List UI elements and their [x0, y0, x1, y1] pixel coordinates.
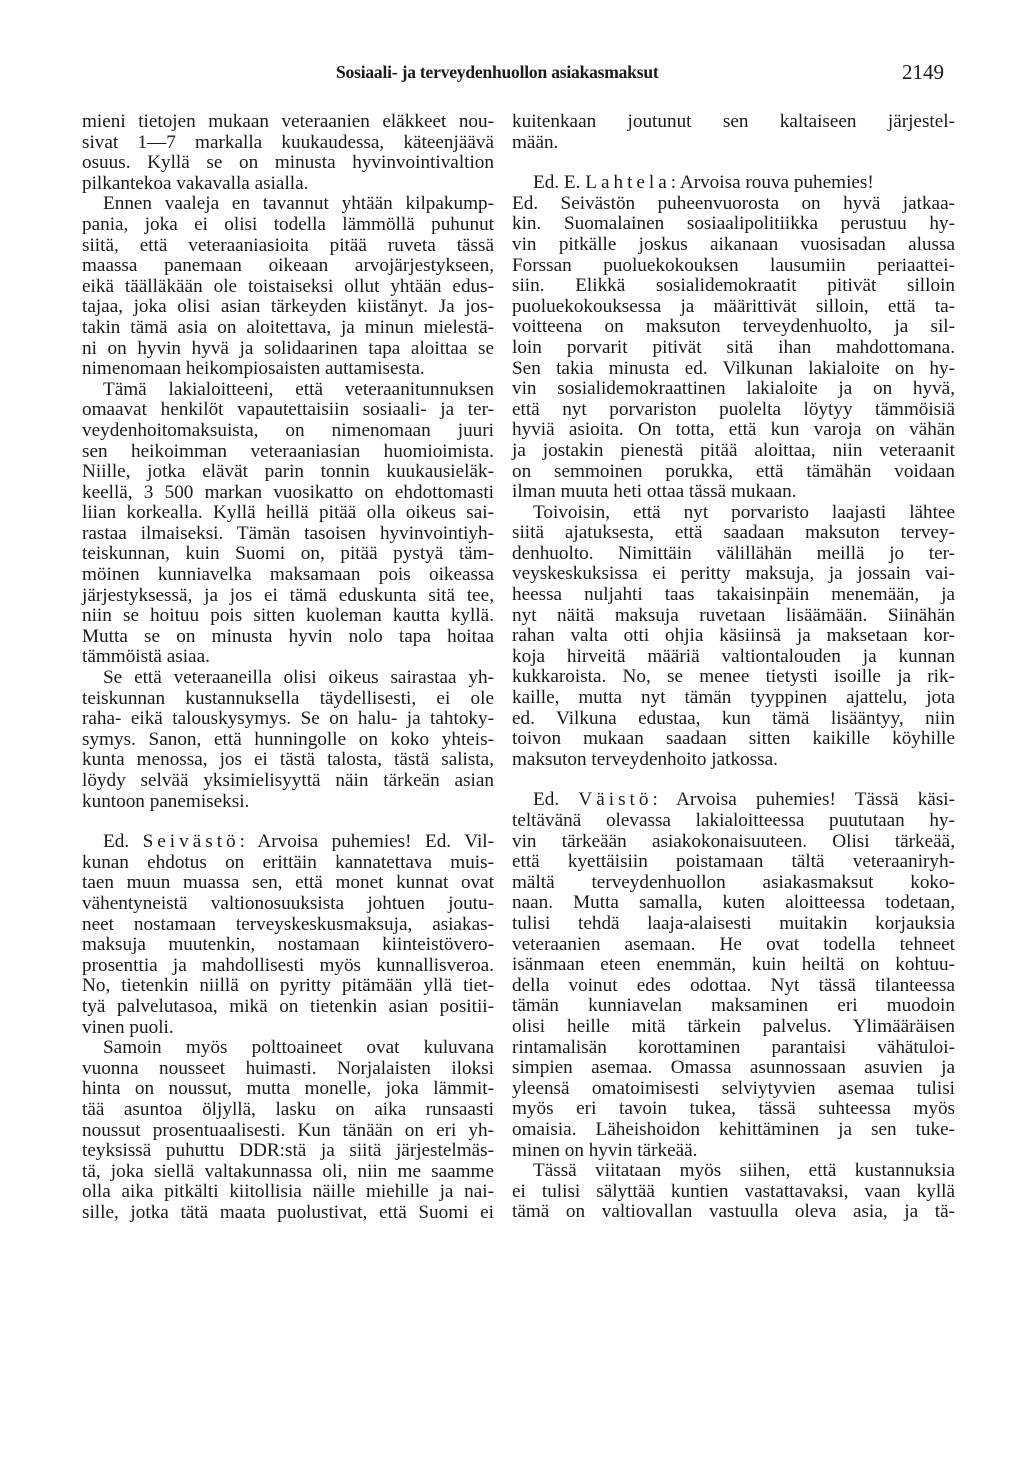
text-line: hyviä asioita. On totta, että kun varoja on vähän — [512, 419, 955, 441]
text-line: rahan valta otti ohjia käsiinsä ja maksetaan kor- — [512, 625, 955, 647]
text-line: voitteena on maksuton terveydenhuolto, ja sil- — [512, 316, 955, 338]
text-line: myös eri tavoin tukea, tässä suhteessa myös — [512, 1098, 955, 1120]
text-line: omaisia. Läheishoidon kehittäminen ja sen tuke- — [512, 1118, 955, 1140]
text-line: teiskunnan kustannuksella täydellisesti, ei ole — [82, 687, 494, 709]
text-line: sen heikoimman veteraaniasian huomioimista. — [82, 440, 494, 462]
text-line: että kyettäisiin poistamaan tältä veteraaniryh- — [512, 851, 955, 873]
text-line: Tämä lakialoitteeni, että veteraanitunnuksen — [103, 378, 494, 400]
text-line: ja jostakin pienestä pitää aloittaa, niin veteraanit — [512, 439, 955, 461]
text-line: kaille, mutta nyt tämän tyyppinen ajattelu, jota — [512, 687, 955, 709]
text-line: liian korkealla. Kyllä heillä pitää olla oikeus sai- — [82, 502, 494, 524]
text-line: rintamalisän korottaminen parantaisi vähätuloi- — [512, 1036, 955, 1058]
text-line: osuus. Kyllä se on minusta hyvinvointivaltion — [82, 152, 494, 174]
text-line: koja hirveitä määriä valtiontalouden ja kunnan — [512, 645, 955, 667]
text-line: siin. Elikkä sosialidemokraatit pitivät silloin — [512, 275, 955, 297]
text-line: on semmoinen porukka, että tämähän voidaan — [512, 460, 955, 482]
text-line: naan. Mutta samalla, kuten aloitteessa todetaan, — [512, 892, 955, 914]
text-line: veteraanien asemaan. He ovat todella tehneet — [512, 933, 955, 955]
text-line: tyä palvelutasoa, mikä on tietenkin asian positii- — [82, 995, 494, 1017]
text-line: kunan ehdotus on erittäin kannatettava muis- — [82, 851, 494, 873]
text-line: mään. — [512, 131, 559, 153]
speaker-name: Väistö — [578, 789, 653, 811]
text-line: kuntoon panemiseksi. — [82, 790, 250, 812]
text-line: hinta on noussut, mutta monelle, joka lämmit- — [82, 1078, 494, 1100]
text-line: isänmaan eteen enemmän, kuin heiltä on kohtuu- — [512, 954, 955, 976]
text-line: teyksissä puhuttu DDR:stä ja siitä järjestelmäs- — [82, 1140, 494, 1162]
text-line: tajaa, joka olisi asian tärkeyden kiistänyt. Ja jos- — [82, 296, 494, 318]
text-line: tämmöistä asiaa. — [82, 646, 210, 668]
text-line: tä, joka siellä valtakunnassa oli, niin me saamme — [82, 1160, 494, 1182]
text-line: noussut prosentuaalisesti. Kun tänään on eri yh- — [82, 1119, 494, 1141]
text-line: möinen kunniavelka maksamaan pois oikeassa — [82, 564, 494, 586]
text-line: ni on hyvin hyvä ja solidaarinen tapa aloittaa se — [82, 337, 494, 359]
text-line: vin sosialidemokraattinen lakialoite ja on hyvä, — [512, 378, 955, 400]
text-line: nimenomaan heikompiosaisten auttamisesta. — [82, 358, 425, 380]
text-line: heessa nuljahti taas takaisinpäin menemään, ja — [512, 584, 955, 606]
text-line: keellä, 3 500 markan vuosikatto on ehdottomasti — [82, 481, 494, 503]
text-line: olla aika pitkälti kiitollisia näille miehille ja nai- — [82, 1181, 494, 1203]
text-line: No, tietenkin niillä on pyritty pitämään yllä tiet- — [82, 975, 494, 997]
text-line: Se että veteraaneilla olisi oikeus sairastaa yh- — [103, 667, 494, 689]
text-line: sille, jotka tätä maata puolustivat, että Suomi ei — [82, 1201, 494, 1223]
text-line: että nyt porvariston puolelta löytyy tämmöisiä — [512, 398, 955, 420]
text-line: raha- eikä talouskysymys. Se on halu- ja tahtoky- — [82, 708, 494, 730]
text-line: vinen puoli. — [82, 1016, 174, 1038]
text-line: Ed. Seivästön puheenvuorosta on hyvä jatkaa- — [512, 192, 955, 214]
text-line: kuitenkaan joutunut sen kaltaiseen järjestel- — [512, 111, 955, 132]
text-line: omaavat henkilöt vapautettaisiin sosiaali- ja ter- — [82, 399, 494, 421]
text-line: puoluekokouksessa ja määrittivät silloin, että ta- — [512, 295, 955, 317]
text-line: della voinut edes odottaa. Nyt tässä tilanteessa — [512, 974, 955, 996]
text-line: löydy selvää yksimielisyyttä näin tärkeän asian — [82, 770, 494, 791]
text-line: kukkaroista. No, se menee tietysti isoille ja rik- — [512, 666, 955, 688]
text-line: Niille, jotka elävät parin tonnin kuukausieläk- — [82, 461, 494, 483]
text-line: Sen takia minusta ed. Vilkunan lakialoite on hy- — [512, 357, 955, 379]
paragraph-gap — [512, 770, 955, 790]
text-line: tulisi tehdä laaja-alaisesti muitakin korjauksia — [512, 912, 955, 934]
text-line: Samoin myös polttoaineet ovat kuluvana — [103, 1037, 494, 1059]
text-line: minen on hyvin tärkeää. — [512, 1139, 698, 1161]
speaker-name: Seivästö — [142, 831, 240, 853]
text-line: ilman muuta heti ottaa tässä mukaan. — [512, 481, 797, 503]
text-line: takin tämä asia on aloitettava, ja minun mielestä- — [82, 316, 494, 338]
left-column — [82, 112, 494, 1223]
text-line: vin tärkeään asiakokonaisuuteen. Olisi tärkeää, — [512, 830, 955, 852]
text-line: veydenhoitomaksuista, on nimenomaan juuri — [82, 419, 494, 441]
text-line: nyt näitä maksuja ruvetaan lisäämään. Siinähän — [512, 604, 955, 626]
paragraph-gap — [82, 812, 494, 832]
text-line: eikä täälläkään ole toistaiseksi ollut yhtään edus- — [82, 275, 494, 297]
text-line: prosenttia ja mahdollisesti myös kunnallisveroa. — [82, 954, 494, 976]
text-line: vuonna nousseet huimasti. Norjalaisten iloksi — [82, 1057, 494, 1079]
text-line: tämä on valtiovallan vastuulla oleva asia, ja tä- — [512, 1201, 955, 1223]
text-line: ei tulisi sälyttää kuntien vastattavaksi, vaan kyllä — [512, 1180, 955, 1202]
text-line: toivon mukaan saadaan sitten kaikille köyhille — [512, 728, 955, 750]
text-line: veyskeskuksissa ei peritty maksuja, ja jossain vai- — [512, 563, 955, 585]
text-line: pania, joka ei olisi todella lämmöllä puhunut — [82, 213, 494, 235]
text-line: järjestyksessä, ja jos ei tämä eduskunta sitä tee, — [82, 584, 494, 606]
text-line: Tässä viitataan myös siihen, että kustannuksia — [533, 1160, 955, 1182]
text-line: mieni tietojen mukaan veteraanien eläkkeet nou- — [82, 111, 494, 132]
text-line: maassa panemaan oikeaan arvojärjestykseen, — [82, 255, 494, 277]
text-line: taen muun muassa sen, että monet kunnat ovat — [82, 872, 494, 894]
text-line: Ed. Väistö: Arvoisa puhemies! Tässä käsi- — [533, 789, 955, 811]
text-line: tämän kunniavelan maksaminen eri muodoin — [512, 995, 955, 1017]
text-line: Ed. Seivästö: Arvoisa puhemies! Ed. Vil- — [103, 831, 494, 853]
text-line: symys. Sanon, että hunningolle on koko yhteis- — [82, 728, 494, 750]
text-line: Ennen vaaleja en tavannut yhtään kilpakump- — [103, 193, 494, 215]
text-line: Ed. E. Lahtela: Arvoisa rouva puhemies! — [533, 172, 874, 194]
text-line: Toivoisin, että nyt porvaristo laajasti lähtee — [533, 501, 955, 523]
text-line: vähentyneistä valtionosuuksista johtuen joutu- — [82, 892, 494, 914]
text-line: maksuja muutenkin, nostamaan kiinteistövero- — [82, 934, 494, 956]
text-line: siitä, että veteraaniasioita pitää ruveta tässä — [82, 234, 494, 256]
speaker-name: Lahtela — [585, 172, 671, 194]
text-line: vin pitkälle joskus aikanaan vuosisadan alussa — [512, 233, 955, 255]
text-line: mältä terveydenhuollon asiakasmaksut koko- — [512, 871, 955, 893]
text-line: pilkantekoa vakavalla asialla. — [82, 172, 309, 194]
paragraph-gap — [512, 153, 955, 173]
text-line: teiskunnan, kuin Suomi on, pitää pystyä täm- — [82, 543, 494, 565]
right-column — [512, 112, 955, 1223]
text-line: sivat 1—7 markalla kuukaudessa, käteenjäävä — [82, 131, 494, 153]
text-line: yleensä omatoimisesti selviytyvien asemaa tulisi — [512, 1077, 955, 1099]
text-line: Mutta se on minusta hyvin nolo tapa hoitaa — [82, 625, 494, 647]
text-line: Forssan puoluekokouksen lausumiin periaattei- — [512, 254, 955, 276]
text-line: teltävänä olevassa lakialoitteessa puututaan hy- — [512, 810, 955, 831]
text-line: rastaa ilmaiseksi. Tämän tasoisen hyvinvointiyh- — [82, 522, 494, 544]
text-line: simpien asemaa. Omassa asunnossaan asuvien ja — [512, 1057, 955, 1079]
text-line: niin se hoituu pois sitten kuoleman kautta kyllä. — [82, 605, 494, 627]
text-line: kin. Suomalainen sosiaalipolitiikka perustuu hy- — [512, 213, 955, 235]
text-line: neet nostamaan terveyskeskusmaksuja, asiakas- — [82, 913, 494, 935]
text-line: loin porvarit pitivät sitä ihan mahdottomana. — [512, 336, 955, 358]
page-number: 2149 — [902, 60, 944, 84]
running-header-title: Sosiaali- ja terveydenhuollon asiakasmaksut — [336, 62, 659, 82]
text-line: olisi heille mitä tärkein palvelus. Ylimääräisen — [512, 1015, 955, 1037]
text-line: kunta menossa, jos ei tästä talosta, tästä salista, — [82, 749, 494, 771]
text-line: maksuton terveydenhoito jatkossa. — [512, 748, 778, 770]
text-line: tää asuntoa öljyllä, lasku on aika runsaasti — [82, 1098, 494, 1120]
text-line: siitä ajatuksesta, että saadaan maksuton tervey- — [512, 522, 955, 544]
text-line: denhuolto. Nimittäin välillähän meillä jo ter- — [512, 542, 955, 564]
text-line: ed. Vilkuna edustaa, kun tämä lisääntyy, niin — [512, 707, 955, 729]
